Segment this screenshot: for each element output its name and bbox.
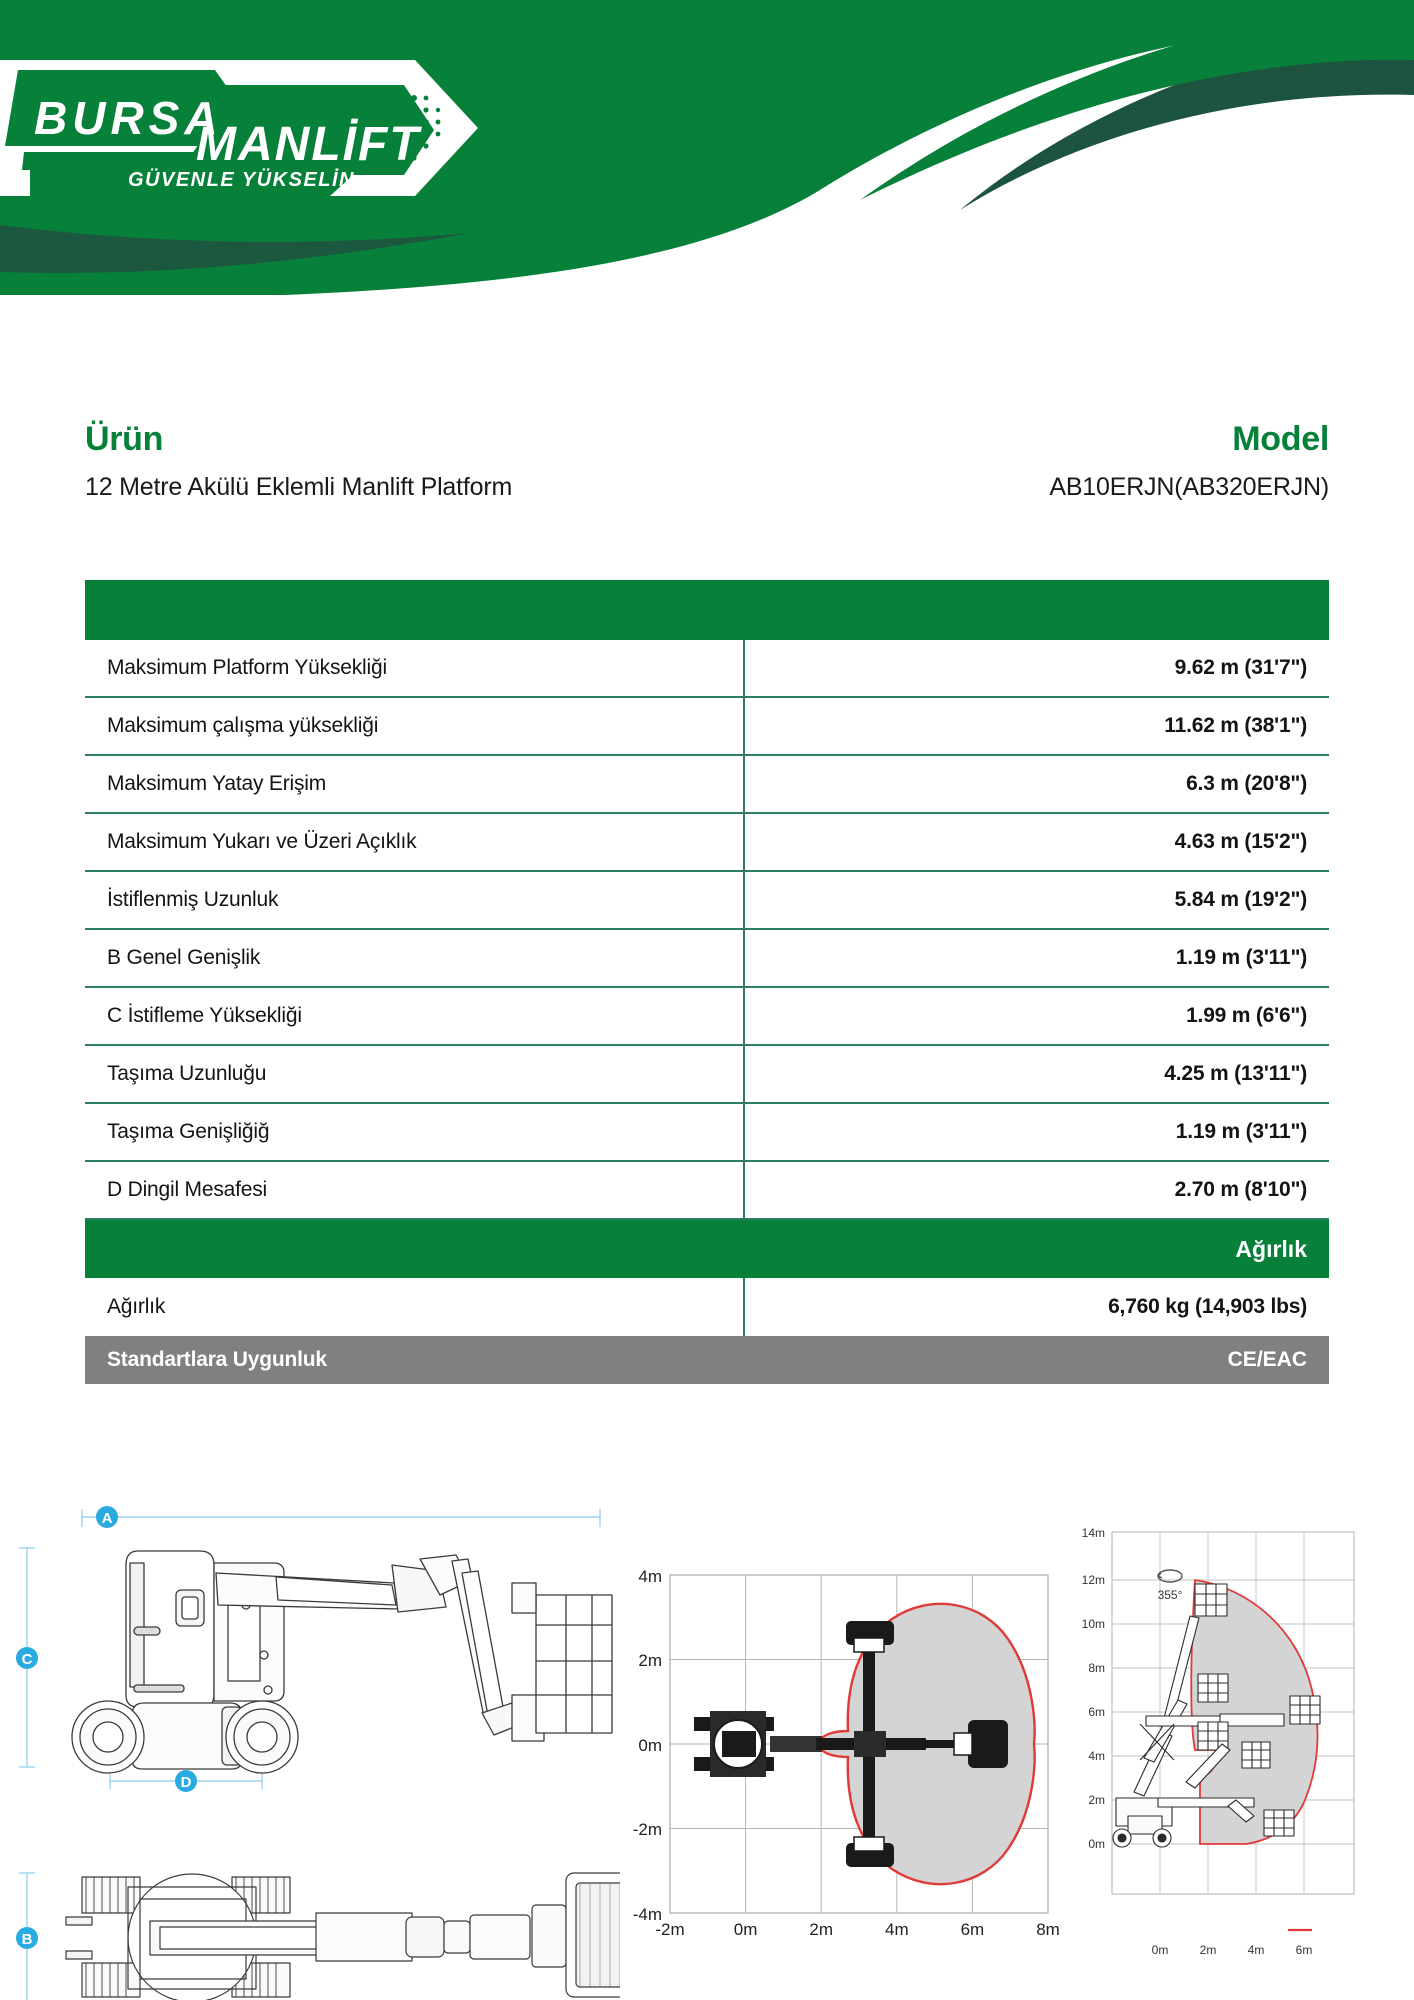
y-tick-label: 6m	[1088, 1705, 1105, 1719]
y-tick-label: 0m	[1088, 1837, 1105, 1851]
spec-label: B Genel Genişlik	[85, 930, 745, 986]
model-label: Model	[1232, 420, 1329, 458]
table-row	[85, 1162, 1329, 1220]
spec-label: Maksimum Platform Yüksekliği	[85, 640, 745, 696]
y-tick-label: 2m	[638, 1651, 662, 1670]
dimension-badge-c-label: C	[21, 1651, 33, 1668]
table-row	[85, 872, 1329, 930]
weight-section-header	[85, 1220, 1329, 1278]
diagram-section	[0, 1455, 1414, 2000]
spec-label: C İstifleme Yüksekliği	[85, 988, 745, 1044]
x-tick-label: -2m	[655, 1920, 685, 1939]
x-tick-label: 2m	[1199, 1943, 1217, 1957]
y-tick-label: 4m	[1088, 1749, 1105, 1763]
spec-value: 1.19 m (3'11")	[1175, 1120, 1307, 1143]
technical-drawing-chart	[0, 1455, 620, 2000]
spec-value: 6,760 kg (14,903 lbs)	[1108, 1295, 1307, 1318]
brand-name-secondary: MANLİFT	[196, 118, 421, 171]
spec-value: 1.19 m (3'11")	[1175, 946, 1307, 969]
spec-value: 9.62 m (31'7")	[1174, 656, 1307, 679]
x-tick-label: 6m	[960, 1920, 985, 1939]
product-header-right	[1049, 420, 1329, 502]
spec-value: 4.63 m (15'2")	[1174, 830, 1307, 853]
top-view-envelope-chart	[610, 1535, 1060, 1955]
x-tick-label: 4m	[1247, 1943, 1265, 1957]
y-tick-label: 4m	[638, 1567, 662, 1586]
y-tick-label: -4m	[632, 1905, 662, 1924]
y-tick-label: -2m	[632, 1820, 662, 1839]
product-name: 12 Metre Akülü Eklemli Manlift Platform	[85, 473, 513, 502]
spec-label: Maksimum Yatay Erişim	[85, 756, 745, 812]
table-row	[85, 814, 1329, 872]
table-row	[85, 1046, 1329, 1104]
y-tick-label: 10m	[1081, 1617, 1105, 1631]
product-label: Ürün	[85, 420, 164, 458]
spec-label: Maksimum Yukarı ve Üzeri Açıklık	[85, 814, 745, 870]
x-tick-label: 2m	[809, 1920, 834, 1939]
weight-section-label: Ağırlık	[1235, 1235, 1307, 1262]
table-row	[85, 640, 1329, 698]
standards-value: CE/EAC	[1227, 1348, 1307, 1371]
x-tick-label: 4m	[884, 1920, 909, 1939]
y-tick-label: 8m	[1088, 1661, 1105, 1675]
x-tick-label: 8m	[1036, 1920, 1060, 1939]
table-row	[85, 930, 1329, 988]
spec-value: 11.62 m (38'1")	[1164, 714, 1307, 737]
manlift-plan-view	[66, 1873, 620, 2000]
table-row	[85, 1278, 1329, 1336]
x-tick-label: 0m	[1151, 1943, 1169, 1957]
brand-logo	[0, 60, 480, 200]
table-row	[85, 756, 1329, 814]
spec-value: 1.99 m (6'6")	[1186, 1004, 1307, 1027]
spec-value: 4.25 m (13'11")	[1164, 1062, 1307, 1085]
dimension-badge-d-label: D	[180, 1774, 192, 1791]
specification-table	[85, 580, 1329, 1384]
y-tick-label: 2m	[1088, 1793, 1105, 1807]
y-tick-label: 0m	[638, 1736, 662, 1755]
table-row	[85, 988, 1329, 1046]
product-header-left	[85, 420, 512, 502]
model-value: AB10ERJN(AB320ERJN)	[1049, 473, 1329, 502]
dimension-badge-a-label: A	[101, 1510, 113, 1527]
spec-value: 2.70 m (8'10")	[1174, 1178, 1307, 1201]
spec-label: Taşıma Uzunluğu	[85, 1046, 745, 1102]
x-tick-label: 6m	[1295, 1943, 1313, 1957]
brand-name-primary: BURSA	[34, 92, 223, 144]
spec-label: Ağırlık	[85, 1278, 745, 1336]
spec-label: Maksimum çalışma yüksekliği	[85, 698, 745, 754]
product-header	[0, 420, 1414, 530]
table-row	[85, 698, 1329, 756]
y-tick-label: 14m	[1081, 1526, 1105, 1540]
side-view-envelope-chart	[1050, 1510, 1414, 1990]
rotation-label: 355°	[1157, 1588, 1183, 1602]
dimension-badge-b-label: B	[21, 1931, 33, 1948]
spec-table-header-bar	[85, 580, 1329, 640]
x-tick-label: 0m	[733, 1920, 758, 1939]
standards-label: Standartlara Uygunluk	[107, 1348, 327, 1371]
brand-tagline: GÜVENLE YÜKSELİN	[128, 169, 355, 191]
y-tick-label: 12m	[1081, 1573, 1105, 1587]
spec-label: İstiflenmiş Uzunluk	[85, 872, 745, 928]
spec-label: D Dingil Mesafesi	[85, 1162, 745, 1218]
table-row	[85, 1104, 1329, 1162]
standards-row	[85, 1336, 1329, 1384]
manlift-side-elevation	[72, 1551, 612, 1773]
spec-label: Taşıma Genişliğiğ	[85, 1104, 745, 1160]
spec-value: 5.84 m (19'2")	[1174, 888, 1307, 911]
spec-value: 6.3 m (20'8")	[1186, 772, 1307, 795]
